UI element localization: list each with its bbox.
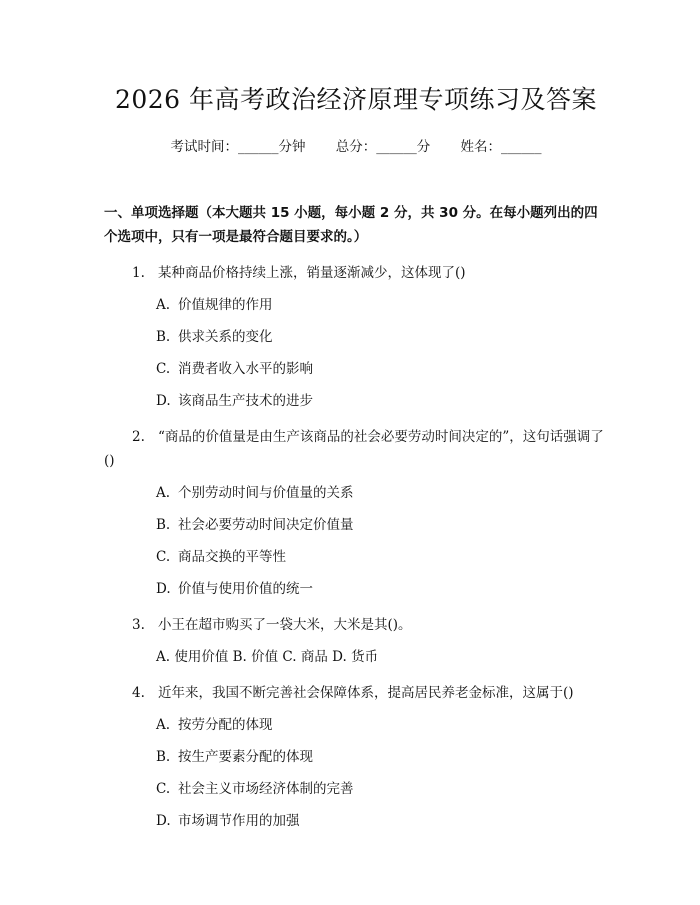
question-number: 2. — [132, 429, 145, 445]
question-3 — [104, 613, 604, 669]
option-d: D. 市场调节作用的加强 — [156, 813, 300, 829]
option-list — [104, 293, 604, 413]
section-heading: 一、单项选择题（本大题共 15 小题，每小题 2 分，共 30 分。在每小题列出的四个选项中，只有一项是最符合题目要求的。） — [104, 205, 598, 245]
option-list — [104, 713, 604, 833]
exam-meta — [104, 137, 608, 157]
total-score-field: 总分：______分 — [335, 139, 431, 155]
option-b: B. 按生产要素分配的体现 — [156, 749, 313, 765]
option-d: D. 该商品生产技术的进步 — [156, 393, 313, 409]
option-d: D. 价值与使用价值的统一 — [156, 581, 313, 597]
inline-option-list: A. 使用价值 B. 价值 C. 商品 D. 货币 — [156, 649, 379, 665]
option-c: C. 社会主义市场经济体制的完善 — [156, 781, 354, 797]
option-list — [104, 481, 604, 601]
question-text: 近年来，我国不断完善社会保障体系，提高居民养老金标准，这属于() — [158, 685, 574, 701]
question-number: 1. — [132, 265, 145, 281]
option-c: C. 商品交换的平等性 — [156, 549, 286, 565]
option-b: B. 社会必要劳动时间决定价值量 — [156, 517, 354, 533]
question-4 — [104, 681, 604, 833]
option-b: B. 供求关系的变化 — [156, 329, 273, 345]
exam-time-field: 考试时间：______分钟 — [170, 139, 306, 155]
option-a: A. 按劳分配的体现 — [156, 717, 273, 733]
question-number: 3. — [132, 617, 145, 633]
question-number: 4. — [132, 685, 145, 701]
option-c: C. 消费者收入水平的影响 — [156, 361, 313, 377]
option-a: A. 价值规律的作用 — [156, 297, 273, 313]
question-2 — [104, 425, 604, 601]
page-title: 2026 年高考政治经济原理专项练习及答案 — [114, 85, 598, 114]
question-text: “商品的价值量是由生产该商品的社会必要劳动时间决定的”，这句话强调了() — [104, 429, 604, 469]
option-a: A. 个别劳动时间与价值量的关系 — [156, 485, 354, 501]
question-1 — [104, 261, 604, 413]
student-name-field: 姓名：______ — [460, 139, 542, 155]
question-text: 某种商品价格持续上涨，销量逐渐减少，这体现了() — [158, 265, 466, 281]
question-text: 小王在超市购买了一袋大米，大米是其()。 — [158, 617, 412, 633]
